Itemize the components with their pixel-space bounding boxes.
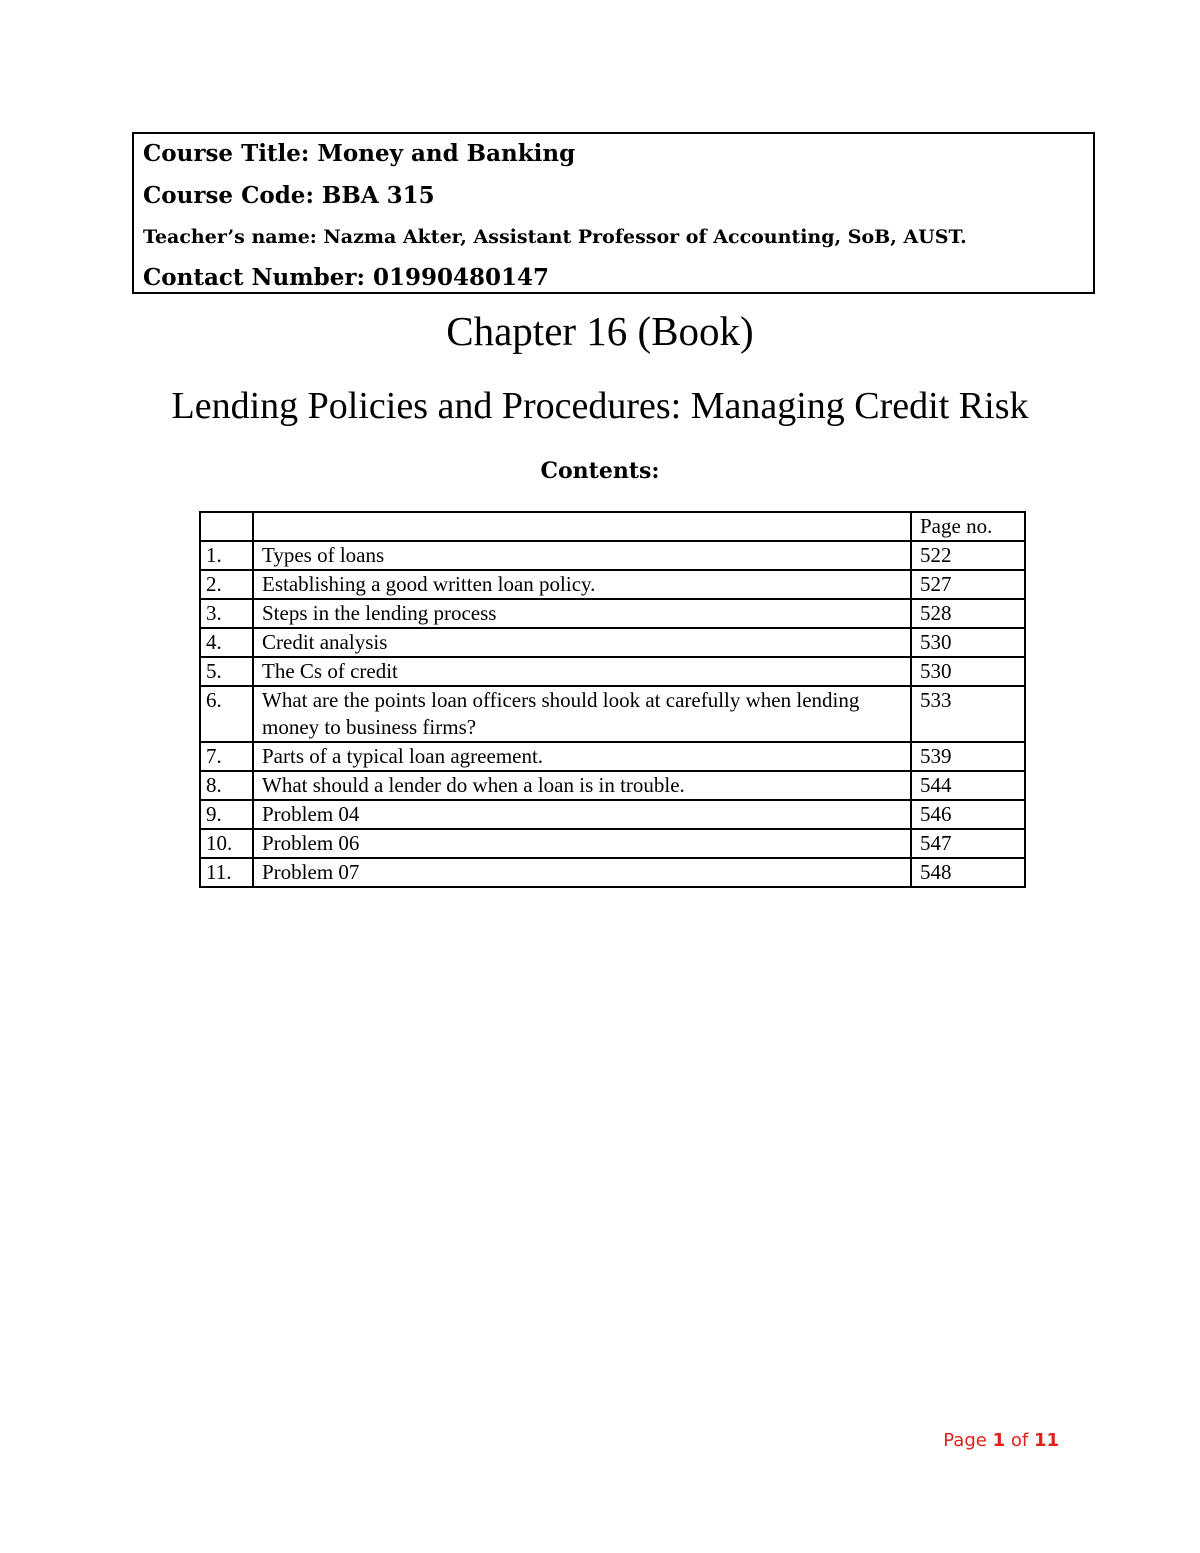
row-page-number: 539 <box>911 742 1025 771</box>
row-page-number: 544 <box>911 771 1025 800</box>
table-row <box>200 628 1025 657</box>
page-number-footer <box>943 1430 1059 1451</box>
teacher-name: Teacher’s name: Nazma Akter, Assistant Professor of Accounting, SoB, AUST. <box>143 226 967 248</box>
table-row <box>200 771 1025 800</box>
row-topic: Credit analysis <box>253 628 911 657</box>
row-number: 10. <box>200 829 253 858</box>
footer-current-page: 1 <box>992 1430 1006 1451</box>
row-page-number: 548 <box>911 858 1025 887</box>
row-number: 5. <box>200 657 253 686</box>
row-page-number: 528 <box>911 599 1025 628</box>
header-topic-cell <box>253 512 911 541</box>
footer-of-word: of <box>1010 1430 1029 1451</box>
course-info-box <box>132 132 1095 294</box>
course-code: Course Code: BBA 315 <box>143 182 435 209</box>
contact-number: Contact Number: 01990480147 <box>143 264 549 291</box>
footer-page-word: Page <box>943 1430 987 1451</box>
row-topic: What should a lender do when a loan is in trouble. <box>253 771 911 800</box>
row-page-number: 530 <box>911 657 1025 686</box>
row-topic: Parts of a typical loan agreement. <box>253 742 911 771</box>
table-row <box>200 541 1025 570</box>
row-topic: Types of loans <box>253 541 911 570</box>
table-row <box>200 800 1025 829</box>
table-row <box>200 829 1025 858</box>
row-page-number: 527 <box>911 570 1025 599</box>
table-row <box>200 686 1025 742</box>
row-page-number: 530 <box>911 628 1025 657</box>
table-row <box>200 570 1025 599</box>
footer-total-pages: 11 <box>1033 1430 1059 1451</box>
header-num-cell <box>200 512 253 541</box>
row-page-number: 547 <box>911 829 1025 858</box>
row-topic: What are the points loan officers should look at carefully when lending money to business firms? <box>253 686 911 742</box>
row-topic: Problem 07 <box>253 858 911 887</box>
course-title: Course Title: Money and Banking <box>143 140 576 167</box>
row-number: 2. <box>200 570 253 599</box>
row-page-number: 533 <box>911 686 1025 742</box>
chapter-title: Chapter 16 (Book) <box>446 308 754 354</box>
chapter-subtitle: Lending Policies and Procedures: Managing Credit Risk <box>171 385 1029 427</box>
row-number: 7. <box>200 742 253 771</box>
row-number: 6. <box>200 686 253 742</box>
row-number: 3. <box>200 599 253 628</box>
header-page-cell: Page no. <box>911 512 1025 541</box>
row-number: 8. <box>200 771 253 800</box>
row-topic: Establishing a good written loan policy. <box>253 570 911 599</box>
table-row <box>200 858 1025 887</box>
row-topic: Problem 06 <box>253 829 911 858</box>
table-header-row <box>200 512 1025 541</box>
contents-table-body <box>200 512 1025 887</box>
table-row <box>200 599 1025 628</box>
row-page-number: 546 <box>911 800 1025 829</box>
table-row <box>200 742 1025 771</box>
row-page-number: 522 <box>911 541 1025 570</box>
contents-label: Contents: <box>540 458 660 484</box>
row-number: 11. <box>200 858 253 887</box>
row-number: 4. <box>200 628 253 657</box>
row-topic: Steps in the lending process <box>253 599 911 628</box>
table-row <box>200 657 1025 686</box>
row-topic: The Cs of credit <box>253 657 911 686</box>
contents-table <box>199 511 1026 888</box>
row-topic: Problem 04 <box>253 800 911 829</box>
row-number: 1. <box>200 541 253 570</box>
row-number: 9. <box>200 800 253 829</box>
